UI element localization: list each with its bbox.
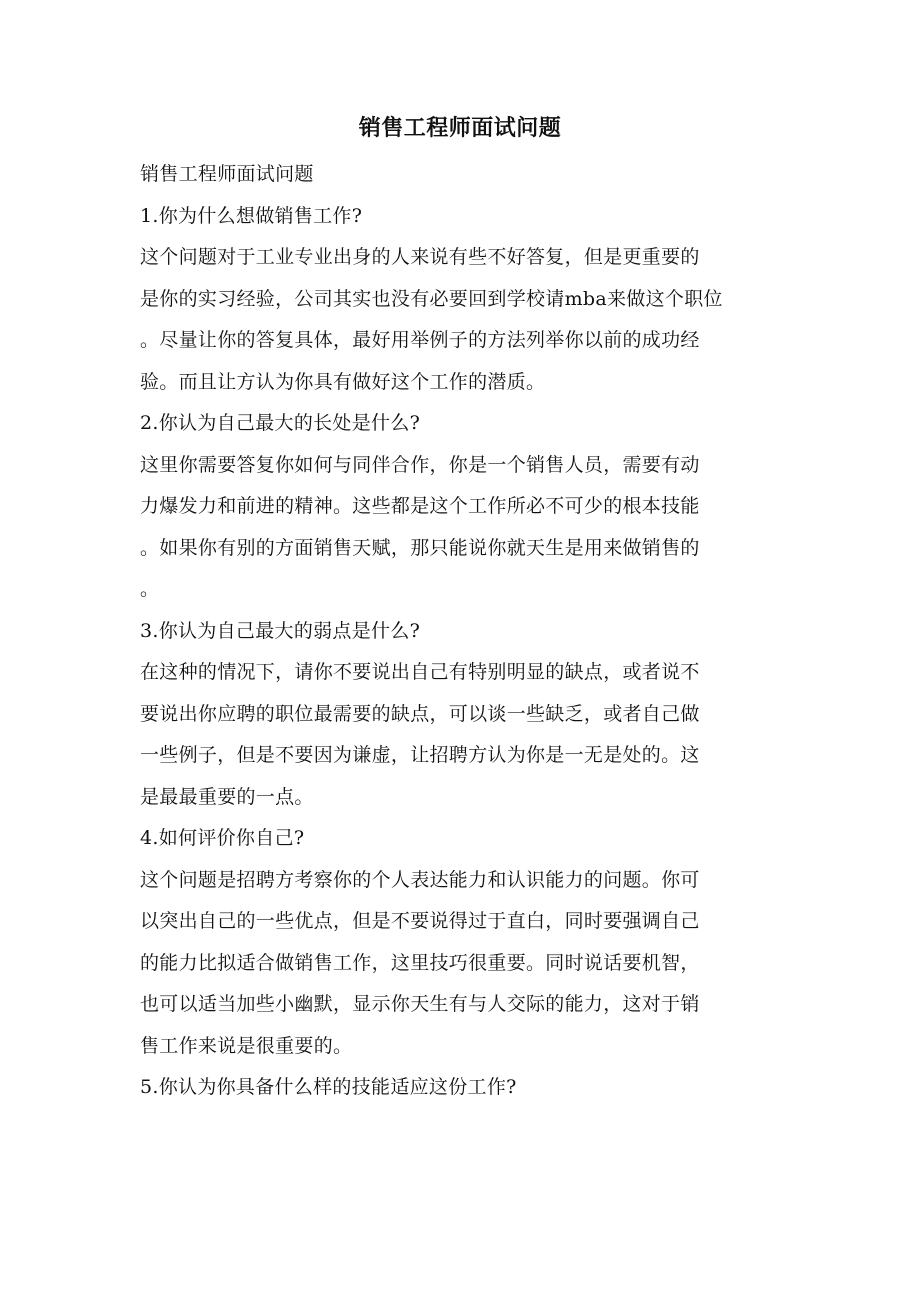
answer-4-line: 也可以适当加些小幽默，显示你天生有与人交际的能力，这对于销 xyxy=(140,993,700,1015)
answer-2-line: 。如果你有别的方面销售天赋，那只能说你就天生是用来做销售的 xyxy=(140,536,700,559)
answer-2-line: 力爆发力和前进的精神。这些都是这个工作所必不可少的根本技能 xyxy=(140,495,700,517)
answer-3-line: 要说出你应聘的职位最需要的缺点，可以谈一些缺乏，或者自己做 xyxy=(140,702,700,725)
document-title: 销售工程师面试问题 xyxy=(358,115,562,141)
answer-1-line: 验。而且让方认为你具有做好这个工作的潜质。 xyxy=(140,370,546,393)
question-3: 3.你认为自己最大的弱点是什么? xyxy=(140,619,421,642)
answer-2-line: 这里你需要答复你如何与同伴合作，你是一个销售人员，需要有动 xyxy=(140,453,700,476)
answer-2-line: 。 xyxy=(140,578,160,600)
answer-1-line: 是你的实习经验，公司其实也没有必要回到学校请mba来做这个职位 xyxy=(140,287,723,310)
question-2: 2.你认为自己最大的长处是什么? xyxy=(140,412,421,434)
answer-4-line: 这个问题是招聘方考察你的个人表达能力和认识能力的问题。你可 xyxy=(140,868,700,891)
body-line: 销售工程师面试问题 xyxy=(140,163,314,185)
answer-4-line: 以突出自己的一些优点，但是不要说得过于直白，同时要强调自己 xyxy=(140,910,700,932)
answer-3-line: 一些例子，但是不要因为谦虚，让招聘方认为你是一无是处的。这 xyxy=(140,744,700,766)
answer-4-line: 的能力比拟适合做销售工作，这里技巧很重要。同时说话要机智， xyxy=(140,951,700,974)
answer-3-line: 在这种的情况下，请你不要说出自己有特别明显的缺点，或者说不 xyxy=(140,661,700,683)
answer-4-line: 售工作来说是很重要的。 xyxy=(140,1034,353,1057)
question-4: 4.如何评价你自己? xyxy=(140,827,305,849)
answer-1-line: 。尽量让你的答复具体，最好用举例子的方法列举你以前的成功经 xyxy=(140,329,700,351)
question-1: 1.你为什么想做销售工作? xyxy=(140,204,363,227)
document-body xyxy=(140,154,800,1109)
answer-1-line: 这个问题对于工业专业出身的人来说有些不好答复，但是更重要的 xyxy=(140,246,700,268)
answer-3-line: 是最最重要的一点。 xyxy=(140,785,314,808)
question-5: 5.你认为你具备什么样的技能适应这份工作? xyxy=(140,1076,517,1098)
